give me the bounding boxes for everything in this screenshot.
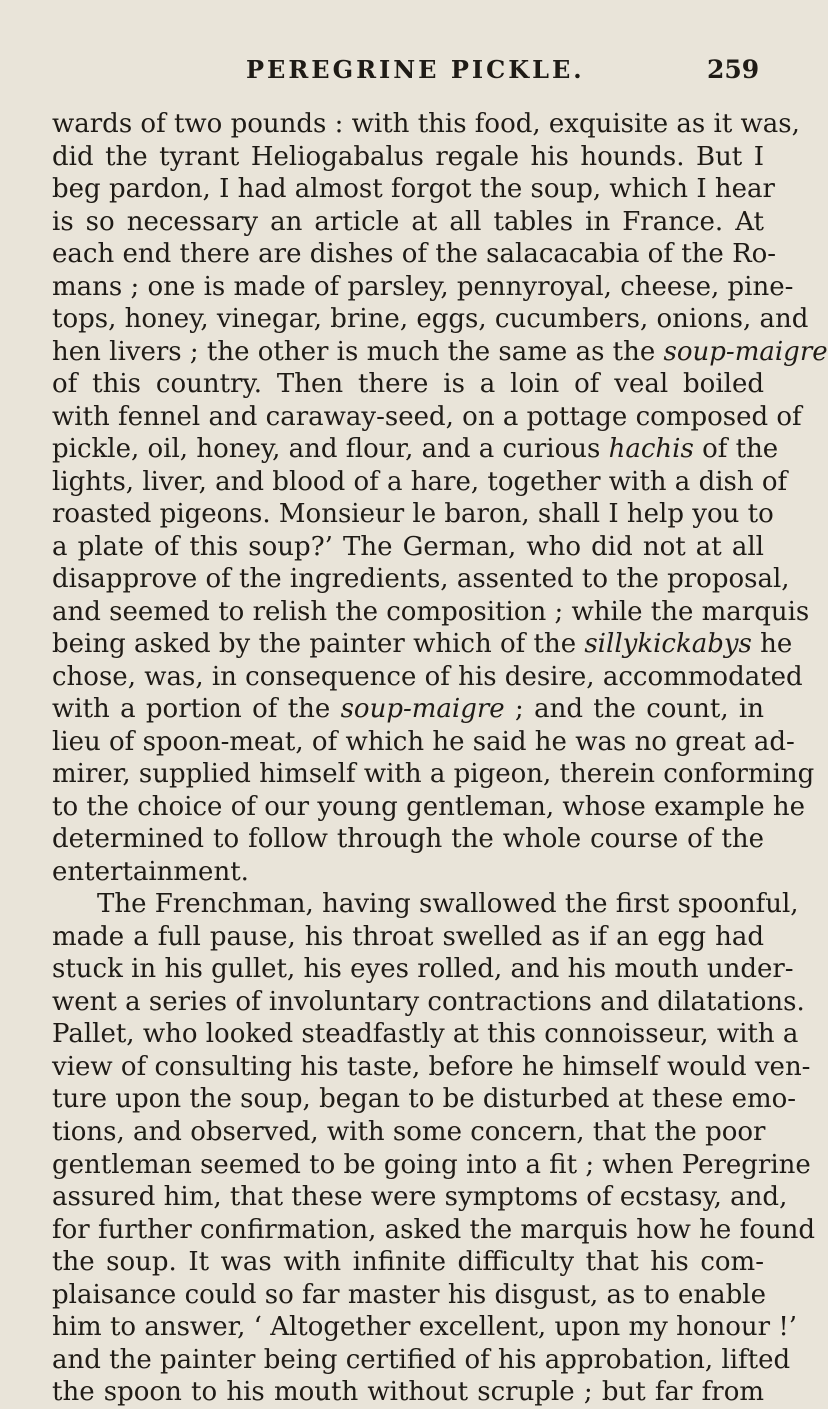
text-line: to the choice of our young gentleman, whose example he [52,791,806,822]
paragraph-end-line: entertainment. [52,856,249,887]
text-line: made a full pause, his throat swelled as if an egg had [52,921,764,952]
text-line: assured him, that these were symptoms of ecstasy, and, [52,1182,788,1213]
text-line: for further confirmation, asked the marquis how he found [52,1214,815,1245]
text-line: mans ; one is made of parsley, pennyroyal, cheese, pine- [52,271,794,302]
text-line: and the painter being certified of his approbation, lifted [52,1344,791,1375]
text-line: each end there are dishes of the salacacabia of the Ro- [52,239,777,270]
text-line: went a series of involuntary contractions and dilatations. [52,986,805,1017]
running-head [0,56,800,96]
text-line: the soup. It was with infinite difficulty that his com- [52,1247,764,1278]
text-line: lieu of spoon-meat, of which he said he was no great ad- [52,726,795,757]
text-line: plaisance could so far master his disgust, as to enable [52,1279,766,1310]
body-text [52,108,828,1409]
text-line: a plate of this soup?’ The German, who did not at all [52,531,764,562]
text-line: lights, liver, and blood of a hare, together with a dish of [52,466,788,497]
text-line: gentleman seemed to be going into a fit ; when Peregrine [52,1149,811,1180]
text-line: Pallet, who looked steadfastly at this connoisseur, with a [52,1019,799,1050]
text-line: roasted pigeons. Monsieur le baron, shall I help you to [52,499,774,530]
italic-term: hachis [608,434,694,465]
text-line: with a portion of the soup-maigre ; and the count, in [52,694,764,725]
text-line: determined to follow through the whole course of the [52,824,764,855]
text-line: did the tyrant Heliogabalus regale his hounds. But I [52,141,764,172]
text-line: with fennel and caraway-seed, on a pottage composed of [52,401,802,432]
italic-term: soup-maigre [340,694,505,725]
text-line: and seemed to relish the composition ; while the marquis [52,596,810,627]
text-line: him to answer, ‘ Altogether excellent, upon my honour !’ [52,1312,798,1343]
text-line: pickle, oil, honey, and flour, and a curious hachis of the [52,434,779,465]
running-title: PEREGRINE PICKLE. [246,55,585,84]
text-line: is so necessary an article at all tables in France. At [52,206,764,237]
text-line: ture upon the soup, began to be disturbed at these emo- [52,1084,797,1115]
italic-term: soup-maigre [663,336,828,367]
paragraph-start-line: The Frenchman, having swallowed the first spoonful, [97,889,799,920]
text-line: stuck in his gullet, his eyes rolled, and his mouth under- [52,954,794,985]
text-line: disapprove of the ingredients, assented to the proposal, [52,564,790,595]
page-number: 259 [707,55,760,84]
text-line: of this country. Then there is a loin of veal boiled [52,369,764,400]
text-line: hen livers ; the other is much the same as the soup-maigre [52,336,828,367]
text-line: beg pardon, I had almost forgot the soup, which I hear [52,174,775,205]
text-line: mirer, supplied himself with a pigeon, therein conforming [52,759,815,790]
text-line: the spoon to his mouth without scruple ; but far from [52,1377,764,1408]
text-line: tions, and observed, with some concern, that the poor [52,1116,766,1147]
text-line: tops, honey, vinegar, brine, eggs, cucumbers, onions, and [52,304,809,335]
text-line: chose, was, in consequence of his desire, accommodated [52,661,803,692]
italic-term: sillykickabys [584,629,752,660]
text-line: being asked by the painter which of the sillykickabys he [52,629,793,660]
text-line: wards of two pounds : with this food, exquisite as it was, [52,109,800,139]
text-line: view of consulting his taste, before he himself would ven- [52,1051,811,1082]
